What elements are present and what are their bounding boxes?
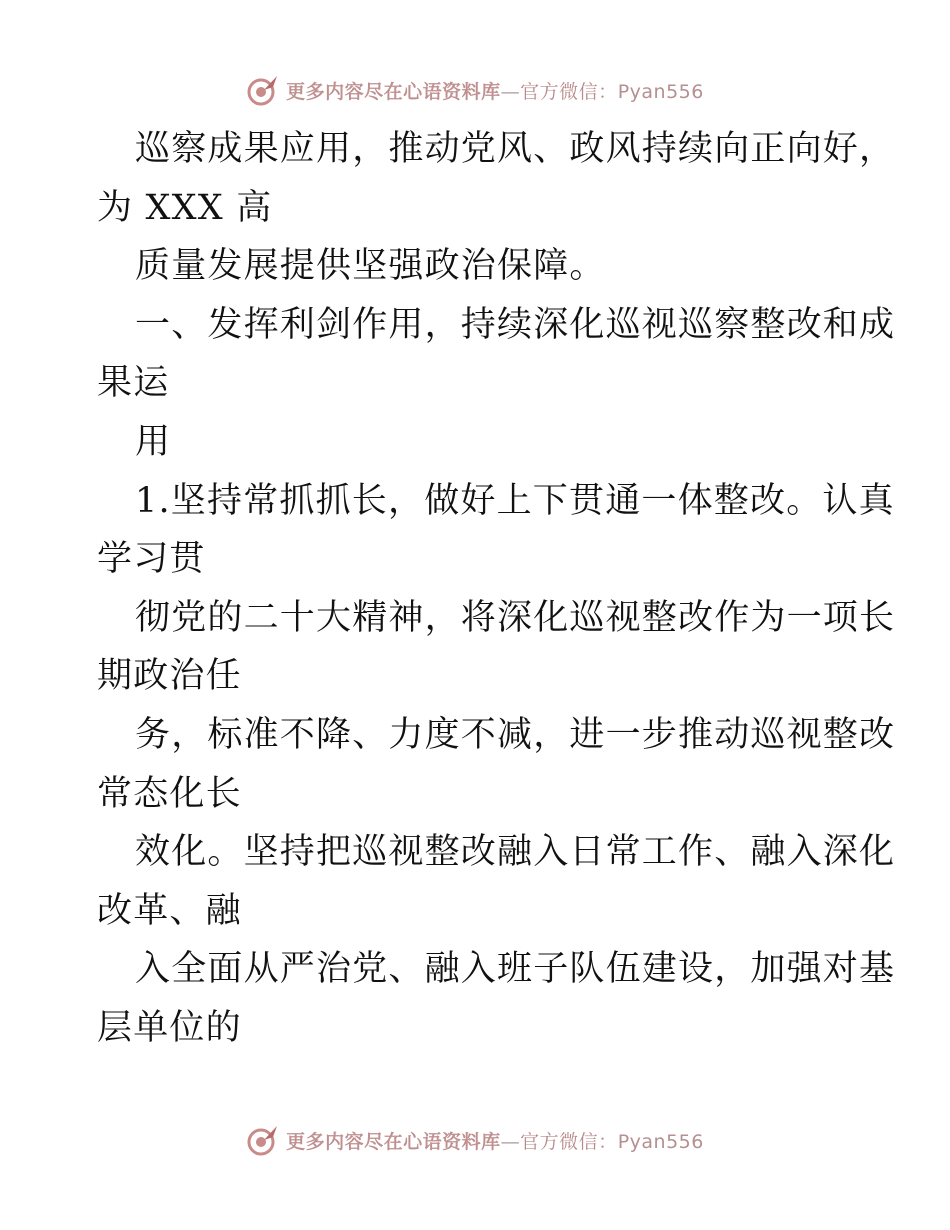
text-line: 效化。坚持把巡视整改融入日常工作、融入深化 [135,832,896,873]
watermark-wechat-label: 官方微信： [520,80,618,103]
text-line: 质量发展提供坚强政治保障。 [135,246,606,287]
watermark-text [286,77,704,104]
watermark-text [286,1127,704,1154]
text-line: 期政治任 [97,656,242,697]
text-line: 果运 [97,363,170,404]
quill-logo-icon [246,73,280,107]
watermark-main: 更多内容尽在心语资料库 [286,1130,501,1153]
watermark-wechat-label: 官方微信： [520,1130,618,1153]
text-line: 巡察成果应用，推动党风、政风持续向正向好， [135,129,896,169]
text-line: 改革、融 [97,890,242,931]
text-line: 一、发挥利剑作用，持续深化巡视巡察整改和成 [135,304,896,345]
document-body [97,120,896,1058]
watermark-separator: — [500,1130,521,1153]
watermark-main: 更多内容尽在心语资料库 [286,80,501,103]
text-line: 层单位的 [97,1007,242,1048]
header-watermark [0,70,950,110]
watermark-wechat-id: Pyan556 [617,80,704,103]
watermark-wechat-id: Pyan556 [617,1130,704,1153]
text-line: 务，标准不降、力度不减，进一步推动巡视整改 [135,714,896,755]
footer-watermark [0,1120,950,1160]
text-line: 用 [135,421,172,462]
watermark-separator: — [500,80,521,103]
text-line: 1.坚持常抓抓长，做好上下贯通一体整改。认真 [135,480,895,521]
text-line: 彻党的二十大精神，将深化巡视整改作为一项长 [135,597,896,638]
quill-logo-icon [246,1123,280,1157]
text-line: 常态化长 [97,773,242,814]
text-line: 入全面从严治党、融入班子队伍建设，加强对基 [135,949,896,990]
text-line: 为 XXX 高 [97,187,273,228]
text-line: 学习贯 [97,539,206,580]
